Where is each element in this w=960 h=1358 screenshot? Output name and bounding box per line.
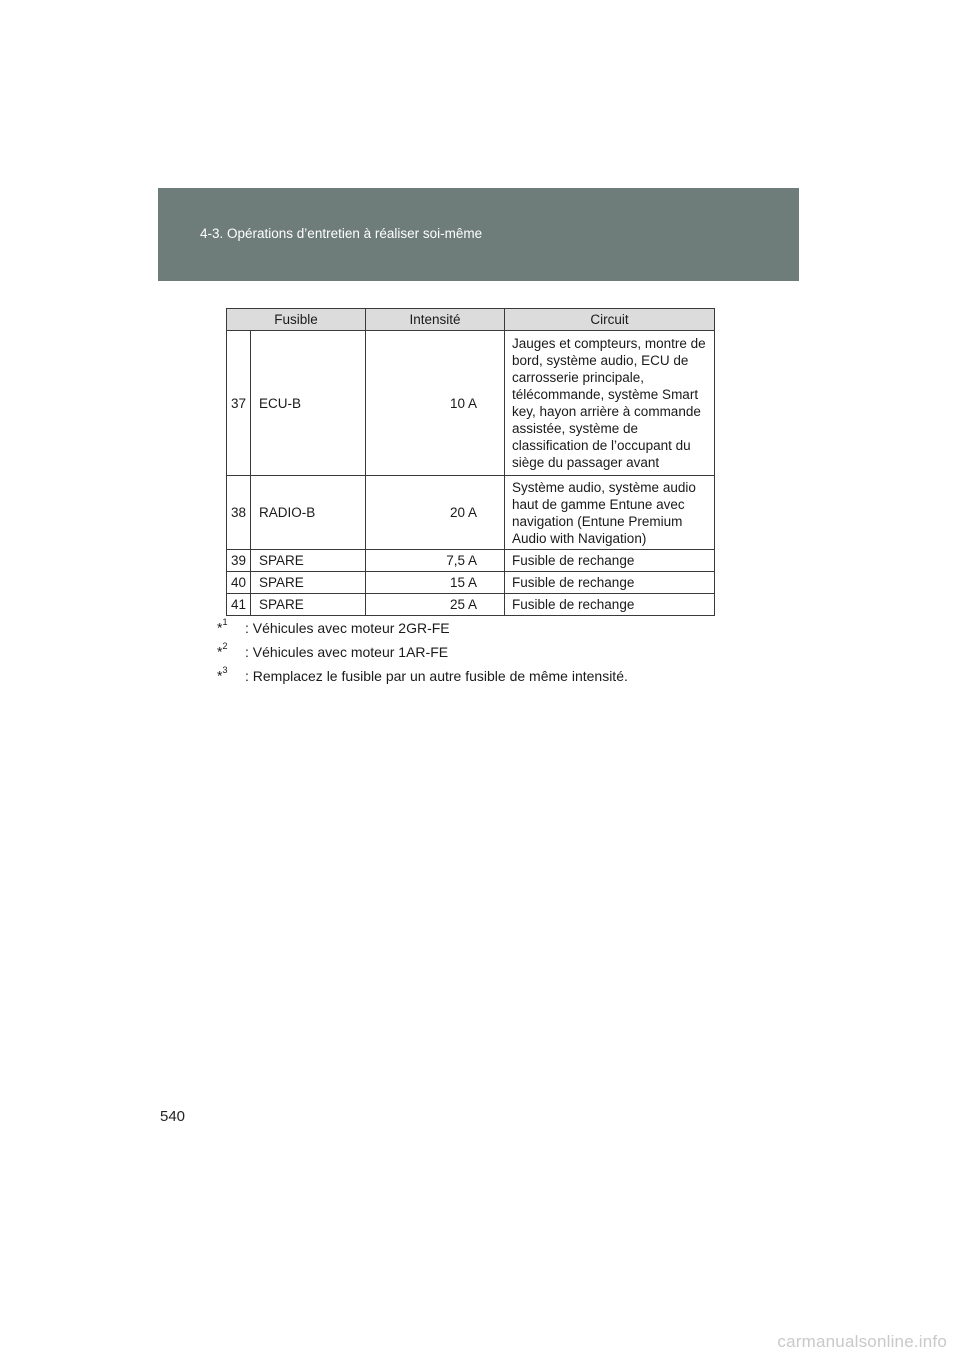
footnote-text: : Remplacez le fusible par un autre fusible de même intensité. — [245, 667, 628, 684]
fuse-circuit: Fusible de rechange — [505, 572, 715, 594]
footnote-2 — [217, 643, 628, 667]
section-title: 4-3. Opérations d’entretien à réaliser soi-même — [200, 226, 483, 241]
table-row — [227, 550, 715, 572]
fuse-name: RADIO-B — [251, 476, 366, 550]
footnotes — [217, 619, 628, 691]
table-row — [227, 594, 715, 616]
fuse-amperage: 25 A — [366, 594, 505, 616]
fuse-number: 37 — [227, 331, 251, 476]
table-header-row — [227, 309, 715, 331]
fuse-table — [226, 308, 715, 616]
fuse-amperage: 10 A — [366, 331, 505, 476]
fuse-number: 39 — [227, 550, 251, 572]
fuse-amperage: 15 A — [366, 572, 505, 594]
header-fuse: Fusible — [227, 309, 366, 331]
header-circuit: Circuit — [505, 309, 715, 331]
header-amperage: Intensité — [366, 309, 505, 331]
section-header-bar — [158, 188, 799, 281]
fuse-name: SPARE — [251, 594, 366, 616]
table-row — [227, 476, 715, 550]
watermark: carmanualsonline.info — [777, 1332, 947, 1351]
fuse-name: SPARE — [251, 550, 366, 572]
fuse-circuit: Système audio, système audio haut de gamme Entune avec navigation (Entune Premium Audio with Navigation) — [505, 476, 715, 550]
footnote-marker: *$^3$ — [217, 665, 228, 684]
fuse-circuit: Jauges et compteurs, montre de bord, système audio, ECU de carrosserie principale, télécommande, système Smart key, hayon arrière à commande assistée, système de classification de l’occupant du siège du passager avant — [505, 331, 715, 476]
page-number: 540 — [160, 1108, 186, 1125]
fuse-number: 41 — [227, 594, 251, 616]
footnote-marker: *$^1$ — [217, 617, 228, 636]
footnote-text: : Véhicules avec moteur 2GR-FE — [245, 619, 450, 636]
fuse-circuit: Fusible de rechange — [505, 594, 715, 616]
fuse-circuit: Fusible de rechange — [505, 550, 715, 572]
footnote-text: : Véhicules avec moteur 1AR-FE — [245, 643, 449, 660]
footnote-marker: *$^2$ — [217, 641, 228, 660]
fuse-amperage: 7,5 A — [366, 550, 505, 572]
footnote-3 — [217, 667, 628, 691]
fuse-number: 40 — [227, 572, 251, 594]
footnote-1 — [217, 619, 628, 643]
fuse-name: SPARE — [251, 572, 366, 594]
fuse-name: ECU-B — [251, 331, 366, 476]
fuse-number: 38 — [227, 476, 251, 550]
table-row — [227, 572, 715, 594]
fuse-amperage: 20 A — [366, 476, 505, 550]
table-row — [227, 331, 715, 476]
